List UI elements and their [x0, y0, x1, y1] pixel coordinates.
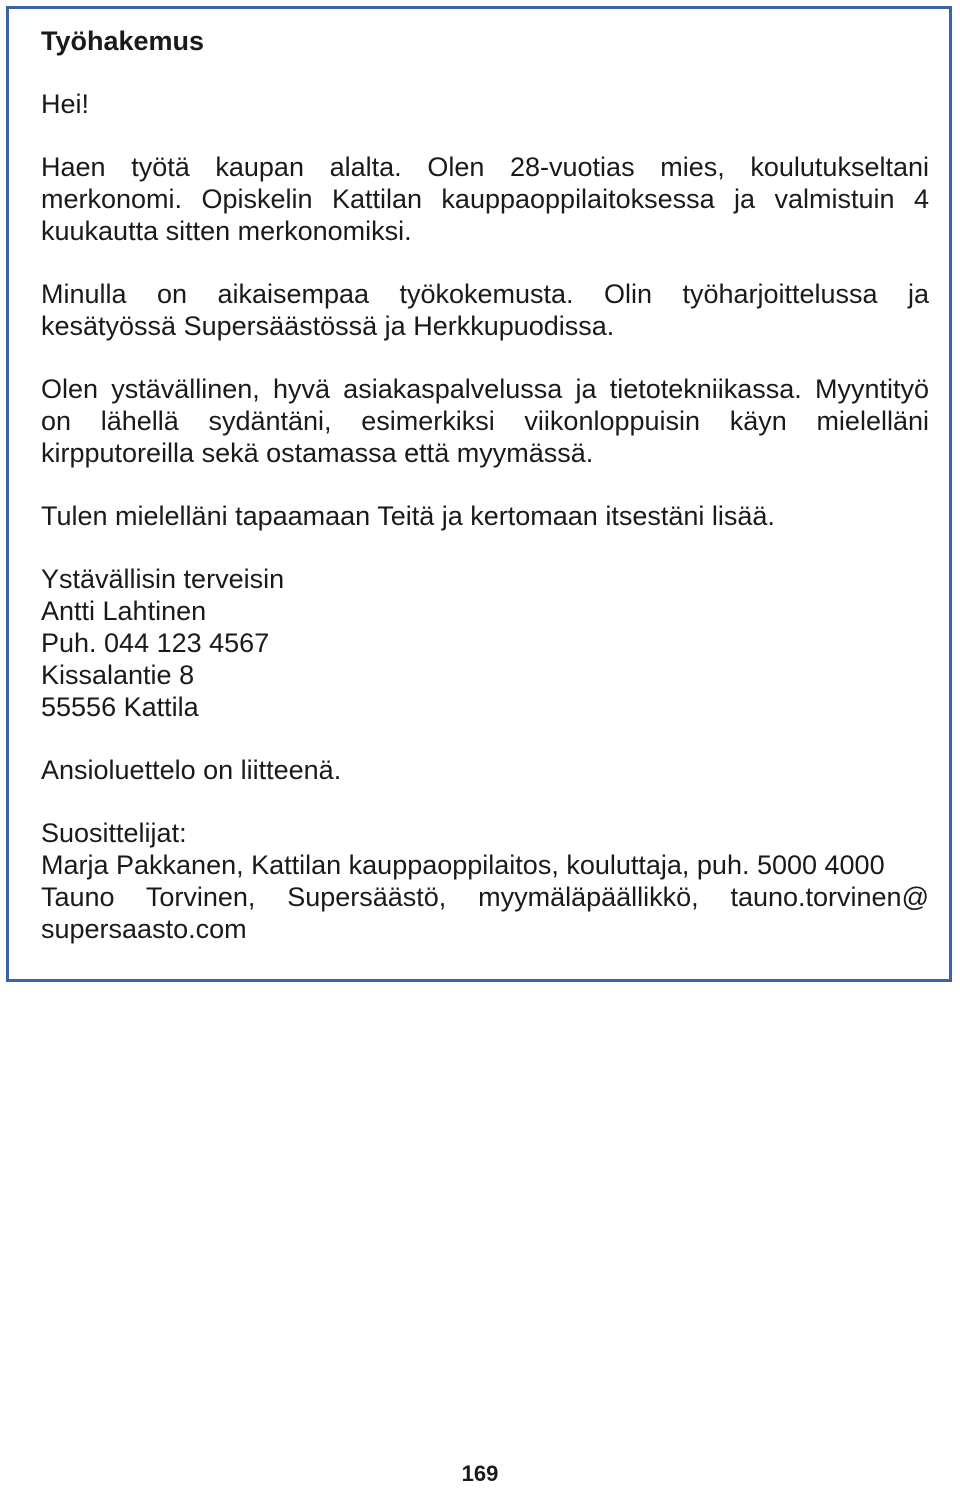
reference-item: Tauno Torvinen, Supersäästö, myymäläpäällikkö, tauno.torvinen@ supersaasto.com [41, 882, 929, 944]
letter-content [41, 25, 929, 945]
paragraph-experience: Minulla on aikaisempaa työkokemusta. Olin työharjoittelussa ja kesätyössä Supersäästössä ja Herkkupuodissa. [41, 279, 929, 341]
letter-box [6, 6, 952, 982]
references-label: Suosittelijat: [41, 818, 187, 848]
signature-regards: Ystävällisin terveisin [41, 564, 285, 594]
signature-name: Antti Lahtinen [41, 596, 207, 626]
references-block [41, 817, 929, 945]
paragraph-intro: Haen työtä kaupan alalta. Olen 28-vuotias mies, koulutukseltani merkonomi. Opiskelin Kattilan kauppaoppilaitoksessa ja valmistuin 4 kuukautta sitten merkonomiksi. [41, 152, 929, 246]
letter-title: Työhakemus [41, 26, 205, 56]
signature-city: 55556 Kattila [41, 692, 199, 722]
reference-item: Marja Pakkanen, Kattilan kauppaoppilaitos, kouluttaja, puh. 5000 4000 [41, 850, 885, 880]
greeting: Hei! [41, 89, 90, 119]
signature-phone: Puh. 044 123 4567 [41, 628, 270, 658]
paragraph-skills: Olen ystävällinen, hyvä asiakaspalvelussa ja tietotekniikassa. Myyntityö on lähellä sydäntäni, esimerkiksi viikonloppuisin käyn mielelläni kirpputoreilla sekä ostamassa että myymässä. [41, 374, 929, 468]
paragraph-closing: Tulen mielelläni tapaamaan Teitä ja kertomaan itsestäni lisää. [41, 501, 775, 531]
attachment-note: Ansioluettelo on liitteenä. [41, 755, 342, 785]
signature-block [41, 563, 929, 723]
page-number: 169 [461, 1461, 499, 1486]
signature-street: Kissalantie 8 [41, 660, 195, 690]
